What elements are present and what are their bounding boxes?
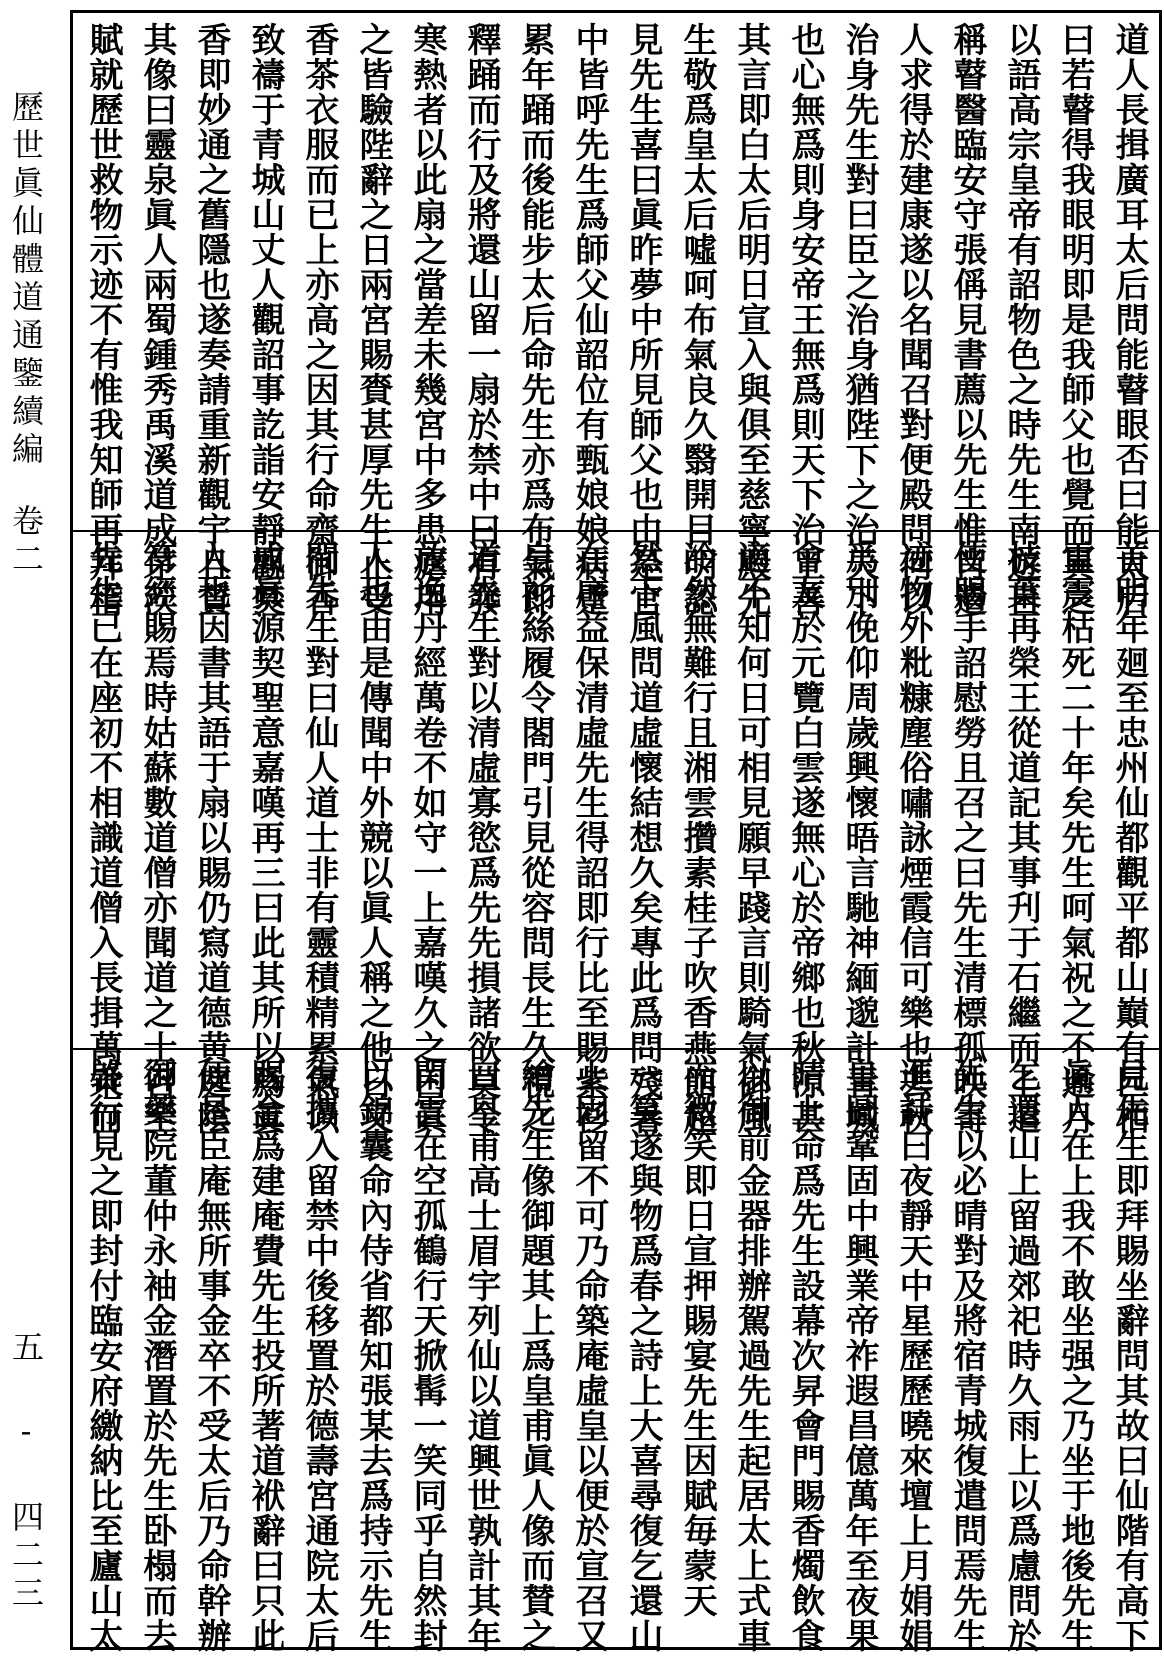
text-column: 寒熱者以此扇之當差未幾宮中多患瘧用: [407, 22, 447, 617]
book-title-margin: [6, 90, 46, 580]
text-column: 之皆驗陛辭之日兩宮賜賚甚厚先生止受: [353, 22, 393, 617]
text-column: 在序益保清虛先生得詔即行比至賜紫衫: [569, 540, 609, 1135]
text-column: 復攜入留禁中後移置於德壽宮通院太后: [299, 1058, 339, 1653]
text-column: 然下風問道虛懷結想久矣專此爲問殘暑: [623, 540, 663, 1135]
text-column: 以語高宗皇帝有詔物色之時先生南遊自: [1001, 22, 1041, 617]
text-band-top: [80, 22, 1152, 617]
text-column: 先生以必晴對及將宿青城復遣問焉先生: [947, 1058, 987, 1653]
text-column: 賦就歷世救物示迹不有惟我知師再拜稽: [83, 22, 123, 617]
text-column: 眞人在上我不敢坐强之乃坐于地後先生: [1055, 1058, 1095, 1653]
text-column: 曰皇甫高士眉宇列仙以道興世孰計其年: [461, 1058, 501, 1653]
text-column: 見先生喜曰眞昨夢中所見師父也由是官: [623, 22, 663, 617]
text-column: 累年踊而後能步太后命先生亦爲布氣即: [515, 22, 555, 617]
text-band-middle: [80, 540, 1152, 1135]
text-column: 香茶衣服而已上亦高之因其行命齋御香: [299, 22, 339, 617]
volume-label: 卷二: [7, 504, 45, 580]
text-column: 香即妙通之舊隱也遂奏請重新觀宇且賛: [191, 22, 231, 617]
text-column: 問先生對曰仙人道士非有靈積精累氣以: [299, 540, 339, 1135]
page-number: 五 - 四二三: [7, 1330, 45, 1614]
band-divider: [70, 1048, 1162, 1050]
book-title: 歷世眞仙體道通鑒續編: [7, 90, 45, 470]
text-column: 道人長揖廣耳太后問能瞽眼否曰能太后: [1109, 22, 1149, 617]
text-column: 以錦囊命內侍省都知張某去爲持示先生: [353, 1058, 393, 1653]
text-column: 也心無爲則身安帝王無爲則天下治上善: [785, 22, 825, 617]
text-column: 以御前金器排辦駕過先生起居太上式車: [731, 1058, 771, 1653]
text-column: 符經賜焉時姑蘇數道僧亦聞道之士召至: [137, 540, 177, 1135]
text-column: 會友於元覽白雲遂無心於帝鄉也秋涼甚: [785, 540, 825, 1135]
text-column: 生敬爲皇太后噓呵布氣良久翳開目明認: [677, 22, 717, 617]
text-column: 致禱于青城山丈人觀詔事訖詣安靜觀焚: [245, 22, 285, 617]
text-column: 先生已在座初不相識道僧入長揖萬乘而: [83, 540, 123, 1135]
band-divider: [70, 530, 1162, 532]
text-column: 便是臣庵無所事金卒不受太后乃命幹辦: [191, 1058, 231, 1653]
text-column: 使賜手詔慰勞且召之曰先生清標孤映寄: [947, 540, 987, 1135]
text-column: 放逸丹經萬卷不如守一上嘉嘆久之曰眞: [407, 540, 447, 1135]
text-column: 人求得於建康遂以名聞召對便殿問何以: [893, 22, 933, 617]
text-column: 其像曰靈泉眞人兩蜀鍾秀禹溪道成茅茨: [137, 22, 177, 617]
text-column: 曰若瞽得我眼明即是我師父也覺而異之: [1055, 22, 1095, 617]
text-column: 適不知何日可相見願早踐言則騎氣御風: [731, 540, 771, 1135]
text-column: 其言即白太后明日宣入與俱至慈寧殿先: [731, 22, 771, 617]
text-column: 晴上命爲先生設幕次昇會門賜香燭飲食: [785, 1058, 825, 1653]
text-column: 啓行見之即封付臨安府繳納比至廬山太: [83, 1058, 123, 1653]
text-column: 首明年廻至忠州仙都觀平都山巔有巨栢: [1109, 540, 1149, 1135]
text-column: 稱瞽醫臨安守張偁見書薦以先生惟肖遣: [947, 22, 987, 617]
text-column: 治身先生對曰臣之治身猶陛下之治天下: [839, 22, 879, 617]
text-column: 繪先生像御題其上爲皇甫眞人像而賛之: [515, 1058, 555, 1653]
text-column: 上固留不可乃命築庵虛皇以便於宣召又: [569, 1058, 609, 1653]
text-column: 中皆呼先生爲師父仙韶位有甄娘娘病躄: [569, 22, 609, 617]
text-column: 人也因書其語于扇以賜仍寫道德黄庭陰: [191, 540, 231, 1135]
text-column: 釋踊而行及將還山留一扇於禁中曰有發: [461, 22, 501, 617]
text-column: 迹物外粃糠塵俗嘯詠煙霞信可樂也去秋: [893, 540, 933, 1135]
text-column: 進詩曰夜靜天中星歷歷曉來壇上月娟娟: [893, 1058, 933, 1653]
text-column: 一笑遂與物爲春之詩上大喜尋復乞還山: [623, 1058, 663, 1653]
text-column: 皂衫絲履令閤門引見從容問長生久視之: [515, 540, 555, 1135]
text-column: 枝葉再榮王從道記其事刋于石繼而上遣: [1001, 540, 1041, 1135]
text-column: 閑雲在空孤鶴行天掀髯一笑同乎自然封: [407, 1058, 447, 1653]
text-band-bottom: [80, 1058, 1152, 1653]
text-column: 爲別俛仰周歲興懷晤言馳神緬邈計青城: [839, 540, 879, 1135]
text-column: 見先生即拜賜坐辭問其故曰仙階有高下: [1109, 1058, 1149, 1653]
text-column: 成眞源契聖意嘉嘆再三曰此其所以爲眞: [245, 540, 285, 1135]
text-column: 人也由是傳聞中外競以眞人稱之他日又: [353, 540, 393, 1135]
text-column: 乞還山上留過郊祀時久雨上以爲慮問於: [1001, 1058, 1041, 1653]
text-column: 賜金爲建庵費先生投所著道袱辭曰只此: [245, 1058, 285, 1653]
text-column: 雷震枯死二十年矣先生呵氣祝之不逾月: [1055, 540, 1095, 1135]
text-column: 而微笑即日宣押賜宴先生因賦毎蒙天: [677, 1058, 717, 1618]
text-column: 道先生對以清虛寡慾爲先先損諸欲莫令: [461, 540, 501, 1135]
text-column: 皇圖鞏固中興業帝祚遐昌億萬年至夜果: [839, 1058, 879, 1653]
text-column: 冷然無難行且湘雲攢素桂子吹香燕館超: [677, 540, 717, 1135]
text-column: 御藥院董仲永袖金潛置於先生卧榻而去: [137, 1058, 177, 1653]
